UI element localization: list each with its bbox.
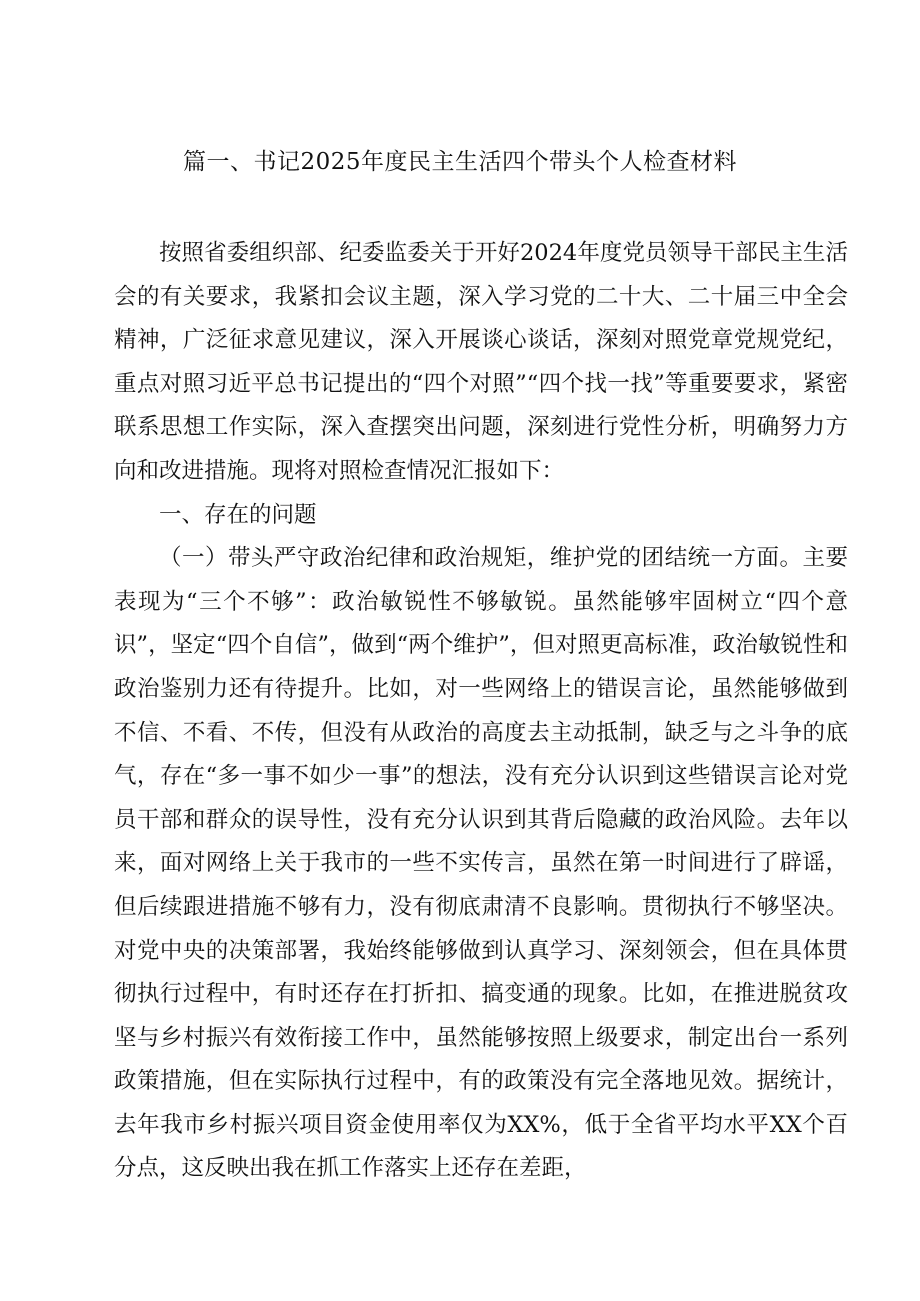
section-heading: 一、存在的问题 (159, 501, 317, 528)
body-paragraph: （一）带头严守政治纪律和政治规矩，维护党的团结统一方面。主要表现为“三个不够”：政治敏锐性不够敏锐。虽然能够牢固树立“四个意识”，坚定“四个自信”，做到“两个维护”，但对照更高标准，政治敏锐性和政治鉴别力还有待提升。比如，对一些网络上的错误言论，虽然能够做到不信、不看、不传，但没有从政治的高度去主动抵制，缺乏与之斗争的底气，存在“多一事不如少一事”的想法，没有充分认识到这些错误言论对党员干部和群众的误导性，没有充分认识到其背后隐藏的政治风险。去年以来，面对网络上关于我市的一些不实传言，虽然在第一时间进行了辟谣，但后续跟进措施不够有力，没有彻底肃清不良影响。贯彻执行不够坚决。对党中央的决策部署，我始终能够做到认真学习、深刻领会，但在具体贯彻执行过程中，有时还存在打折扣、搞变通的现象。比如，在推进脱贫攻坚与乡村振兴有效衔接工作中，虽然能够按照上级要求，制定出台一系列政策措施，但在实际执行过程中，有的政策没有完全落地见效。据统计，去年我市乡村振兴项目资金使用率仅为XX%，低于全省平均水平XX个百分点，这反映出我在抓工作落实上还存在差距， (114, 545, 848, 1182)
intro-paragraph: 按照省委组织部、纪委监委关于开好2024年度党员领导干部民主生活会的有关要求，我紧扣会议主题，深入学习党的二十大、二十届三中全会精神，广泛征求意见建议，深入开展谈心谈话，深刻对照党章党规党纪，重点对照习近平总书记提出的“四个对照”“四个找一找”等重要要求，紧密联系思想工作实际，深入查摆突出问题，深刻进行党性分析，明确努力方向和改进措施。现将对照检查情况汇报如下： (114, 240, 848, 484)
document-title: 篇一、书记2025年度民主生活四个带头个人检查材料 (182, 149, 738, 175)
document-body (114, 232, 848, 1191)
